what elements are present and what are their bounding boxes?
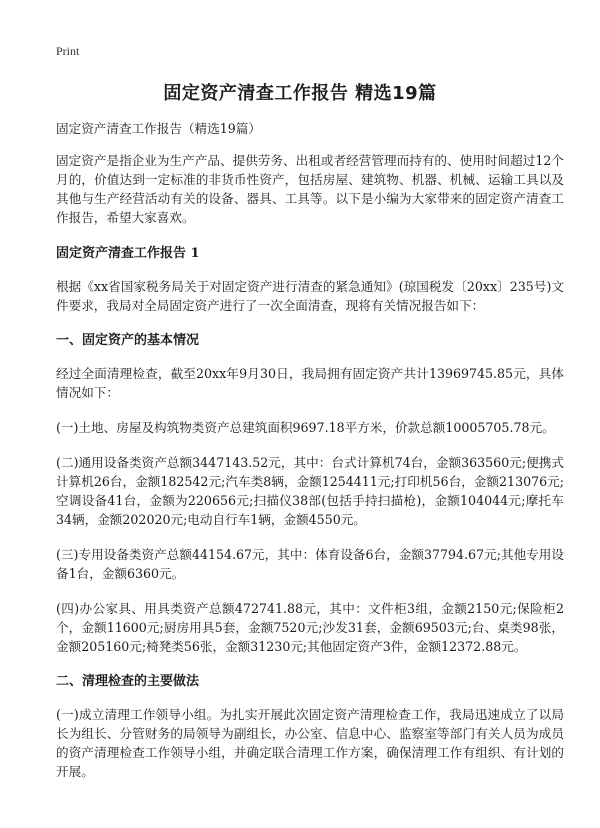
report-heading: 固定资产清查工作报告 1 bbox=[56, 246, 200, 261]
document-subtitle: 固定资产清查工作报告（精选19篇） bbox=[56, 121, 261, 136]
page-title: 固定资产清查工作报告 精选19篇 bbox=[163, 83, 437, 104]
section-1-paragraph: (一)土地、房屋及构筑物类资产总建筑面积9697.18平方米，价款总额10005705.78元。 bbox=[56, 420, 555, 435]
section-1-paragraph: (三)专用设备类资产总额44154.67元，其中：体育设备6台，金额37794.67元;其他专用设备1台，金额6360元。 bbox=[56, 547, 564, 581]
document-body bbox=[56, 119, 564, 797]
section-2-heading: 二、清理检查的主要做法 bbox=[56, 674, 200, 689]
intro-paragraph: 固定资产是指企业为生产产品、提供劳务、出租或者经营管理而持有的、使用时间超过12个月的，价值达到一定标准的非货币性资产，包括房屋、建筑物、机器、机械、运输工具以及其他与生产经营活动有关的设备、器具、工具等。以下是小编为大家带来的固定资产清查工作报告，希望大家喜欢。 bbox=[56, 153, 564, 225]
section-1-paragraph: 经过全面清理检查，截至20xx年9月30日，我局拥有固定资产共计13969745.85元，具体情况如下： bbox=[56, 366, 564, 400]
opening-paragraph: 根据《xx省国家税务局关于对固定资产进行清查的紧急通知》(琼国税发〔20xx〕235号)文件要求，我局对全局固定资产进行了一次全面清查，现将有关情况报告如下： bbox=[56, 279, 564, 313]
print-link[interactable]: Print bbox=[56, 44, 80, 58]
section-1-paragraph: (二)通用设备类资产总额3447143.52元，其中：台式计算机74台，金额363560元;便携式计算机26台，金额182542元;汽车类8辆，金额1254411元;打印机56台，金额213076元;空调设备41台，金额为220656元;扫描仪38部(包括手持扫描枪)，金额104044元;摩托车34辆，金额202020元;电动自行车1辆，金额4550元。 bbox=[56, 455, 564, 527]
section-1-paragraph: (四)办公家具、用具类资产总额472741.88元，其中：文件柜3组，金额2150元;保险柜2个，金额11600元;厨房用具5套，金额7520元;沙发31套，金额69503元;台、桌类98张，金额205160元;椅凳类56张，金额31230元;其他固定资产3件，金额12372.88元。 bbox=[56, 601, 564, 654]
section-1-heading: 一、固定资产的基本情况 bbox=[56, 333, 200, 348]
section-2-paragraph: (一)成立清理工作领导小组。为扎实开展此次固定资产清理检查工作，我局迅速成立了以局长为组长、分管财务的局领导为副组长，办公室、信息中心、监察室等部门有关人员为成员的资产清理检查工作领导小组，并确定联合清理工作方案，确保清理工作有组织、有计划的开展。 bbox=[56, 707, 564, 779]
